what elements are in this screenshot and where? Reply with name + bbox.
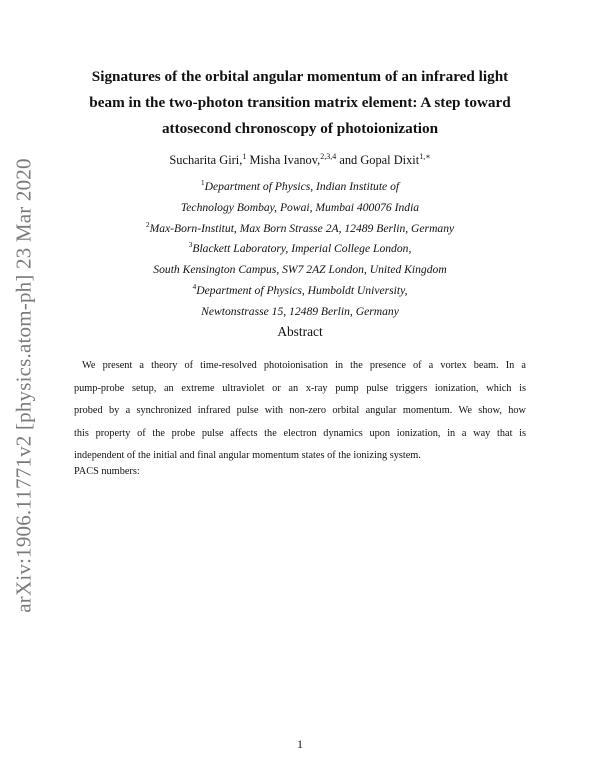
arxiv-identifier-sidebar [9, 157, 39, 613]
affiliation-line [60, 281, 540, 302]
affiliation-line [60, 260, 540, 281]
affiliation-text: Max-Born-Institut, Max Born Strasse 2A, 12489 Berlin, Germany [149, 221, 455, 235]
title-line-1: Signatures of the orbital angular momentum of an infrared light [91, 68, 509, 85]
abstract-line: independent of the initial and final angular momentum states of the ionizing system. [74, 450, 421, 462]
abstract-line: We present a theory of time-resolved photoionisation in the presence of a vortex beam. In a [82, 360, 526, 371]
author-name-1: Sucharita Giri, [169, 153, 243, 167]
affiliation-line [60, 198, 540, 219]
affiliation-list [60, 177, 540, 323]
abstract-line: probed by a synchronized infrared pulse with non-zero orbital angular momentum. We show, how [74, 405, 526, 417]
author-name-2: Misha Ivanov, [249, 153, 321, 167]
author-list [60, 150, 540, 170]
title-line-2: beam in the two-photon transition matrix element: A step toward [89, 94, 511, 111]
author-name-3: Gopal Dixit [360, 153, 420, 167]
affiliation-line [60, 302, 540, 323]
affiliation-marker: 4 [192, 281, 197, 291]
author-connector: and [339, 153, 358, 167]
abstract-line: this property of the probe pulse affects the electron dynamics upon ionization, in a way that is [74, 427, 526, 439]
affiliation-text: South Kensington Campus, SW7 2AZ London, United Kingdom [153, 263, 447, 277]
abstract-body [74, 355, 526, 468]
affiliation-text: Department of Physics, Indian Institute of [204, 180, 400, 193]
affiliation-marker: 2 [145, 219, 150, 229]
page-number: 1 [297, 737, 303, 751]
affiliation-marker: 3 [188, 240, 193, 250]
affiliation-text: Department of Physics, Humboldt University, [196, 283, 408, 297]
abstract-line: pump-probe setup, an extreme ultraviolet or an x-ray pump pulse triggers ionization, which is [74, 382, 526, 394]
affiliation-text: Blackett Laboratory, Imperial College London, [192, 242, 412, 256]
arxiv-identifier-text[interactable]: arXiv:1906.11771v2 [physics.atom-ph] 23 Mar 2020 [11, 157, 36, 613]
affiliation-marker: 1 [200, 178, 205, 187]
affiliation-text: Newtonstrasse 15, 12489 Berlin, Germany [201, 304, 399, 318]
affiliation-line [60, 219, 540, 240]
abstract-heading: Abstract [277, 324, 323, 339]
affiliation-text: Technology Bombay, Powai, Mumbai 400076 India [180, 200, 420, 214]
affiliation-line [60, 239, 540, 260]
title-line-3: attosecond chronoscopy of photoionization [161, 120, 439, 137]
author-affiliation-marker-2: 2,3,4 [320, 152, 337, 161]
paper-title [60, 64, 540, 142]
pacs-numbers: PACS numbers: [74, 466, 140, 477]
affiliation-line [60, 177, 540, 198]
author-affiliation-marker-1: 1 [242, 152, 247, 161]
author-affiliation-marker-3: 1,∗ [419, 152, 431, 161]
